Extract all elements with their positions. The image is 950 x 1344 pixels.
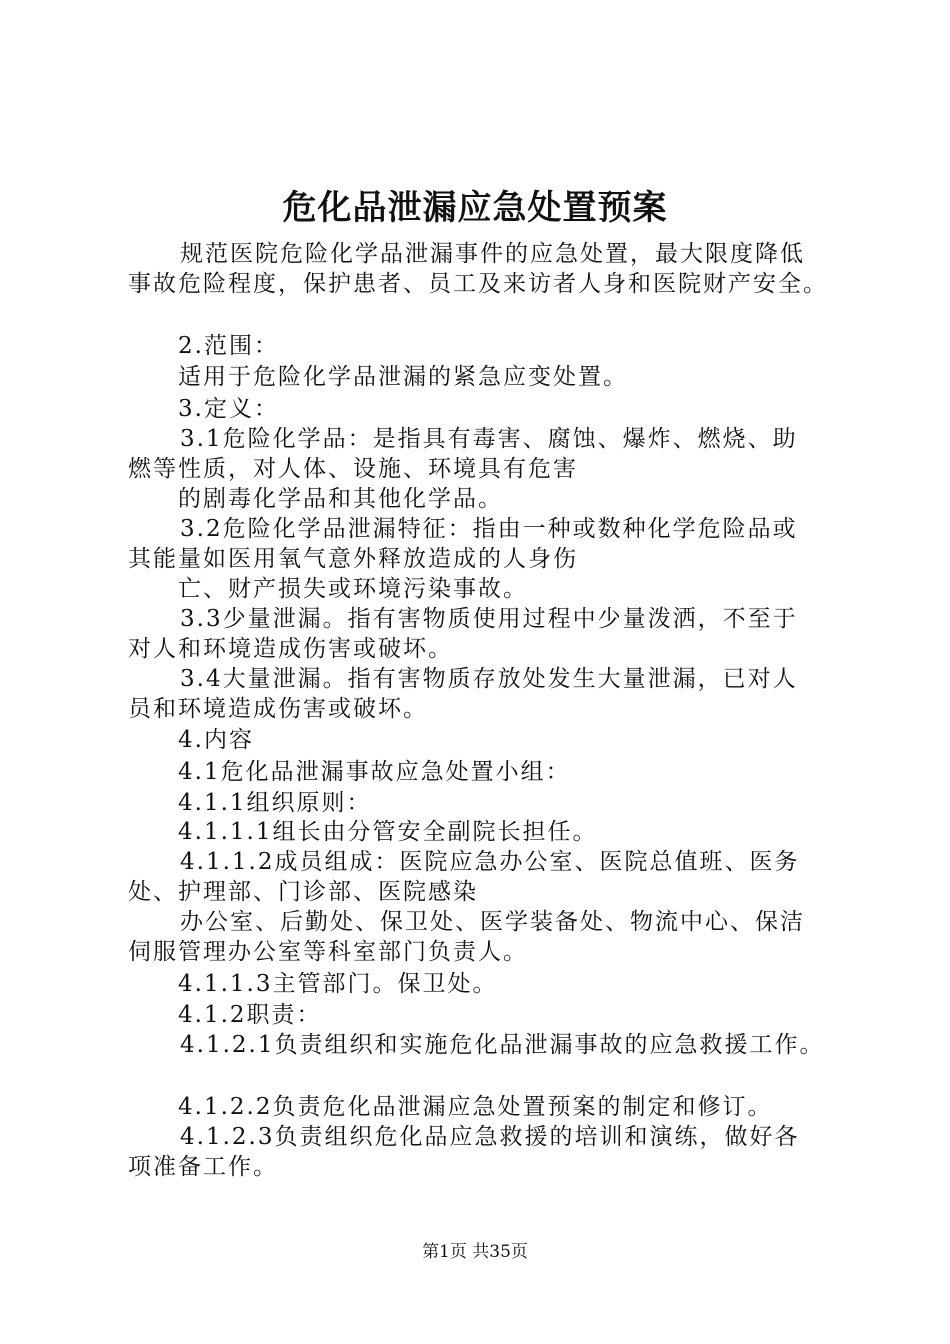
text-line: 4.1.1.1组长由分管安全副院长担任。	[178, 819, 598, 845]
text-line: 的剧毒化学品和其他化学品。	[178, 486, 503, 512]
text-line: 3.2危险化学品泄漏特征：指由一种或数种化学危险品或	[180, 516, 798, 542]
text-line: 3.4大量泄漏。指有害物质存放处发生大量泄漏，已对人	[180, 666, 798, 692]
text-line: 对人和环境造成伤害或破坏。	[128, 636, 453, 662]
text-line: 4.1.1.2成员组成：医院应急办公室、医院总值班、医务	[180, 849, 800, 875]
text-line: 4.内容	[178, 727, 254, 753]
text-line: 4.1.2.1负责组织和实施危化品泄漏事故的应急救援工作。	[180, 1032, 825, 1058]
text-line: 4.1.1组织原则：	[178, 790, 372, 816]
text-line: 3.1危险化学品：是指具有毒害、腐蚀、爆炸、燃烧、助	[180, 426, 798, 452]
text-line: 其能量如医用氧气意外释放造成的人身伤	[128, 546, 578, 572]
text-line: 亡、财产损失或环境污染事故。	[178, 576, 528, 602]
text-line: 办公室、后勤处、保卫处、医学装备处、物流中心、保洁	[180, 909, 805, 935]
text-line: 伺服管理办公室等科室部门负责人。	[128, 939, 528, 965]
text-line: 3.定义：	[178, 396, 279, 422]
text-line: 4.1.1.3主管部门。保卫处。	[178, 971, 498, 997]
text-line: 燃等性质，对人体、设施、环境具有危害	[128, 456, 578, 482]
text-line: 2.范围：	[178, 333, 279, 359]
text-line: 4.1.2.3负责组织危化品应急救援的培训和演练，做好各	[180, 1124, 800, 1150]
text-line: 4.1危化品泄漏事故应急处置小组：	[178, 759, 571, 785]
page-number: 第1页 共35页	[422, 1242, 528, 1262]
text-line: 员和环境造成伤害或破坏。	[128, 696, 428, 722]
text-line: 3.3少量泄漏。指有害物质使用过程中少量泼洒，不至于	[180, 606, 798, 632]
text-line: 处、护理部、门诊部、医院感染	[128, 879, 478, 905]
text-line: 事故危险程度，保护患者、员工及来访者人身和医院财产安全。	[128, 271, 828, 297]
text-line: 适用于危险化学品泄漏的紧急应变处置。	[178, 364, 628, 390]
text-line: 4.1.2职责：	[178, 1002, 322, 1028]
text-line: 项准备工作。	[128, 1154, 278, 1180]
page-title: 危化品泄漏应急处置预案	[282, 188, 668, 228]
text-line: 规范医院危险化学品泄漏事件的应急处置，最大限度降低	[180, 241, 805, 267]
text-line: 4.1.2.2负责危化品泄漏应急处置预案的制定和修订。	[178, 1094, 773, 1120]
